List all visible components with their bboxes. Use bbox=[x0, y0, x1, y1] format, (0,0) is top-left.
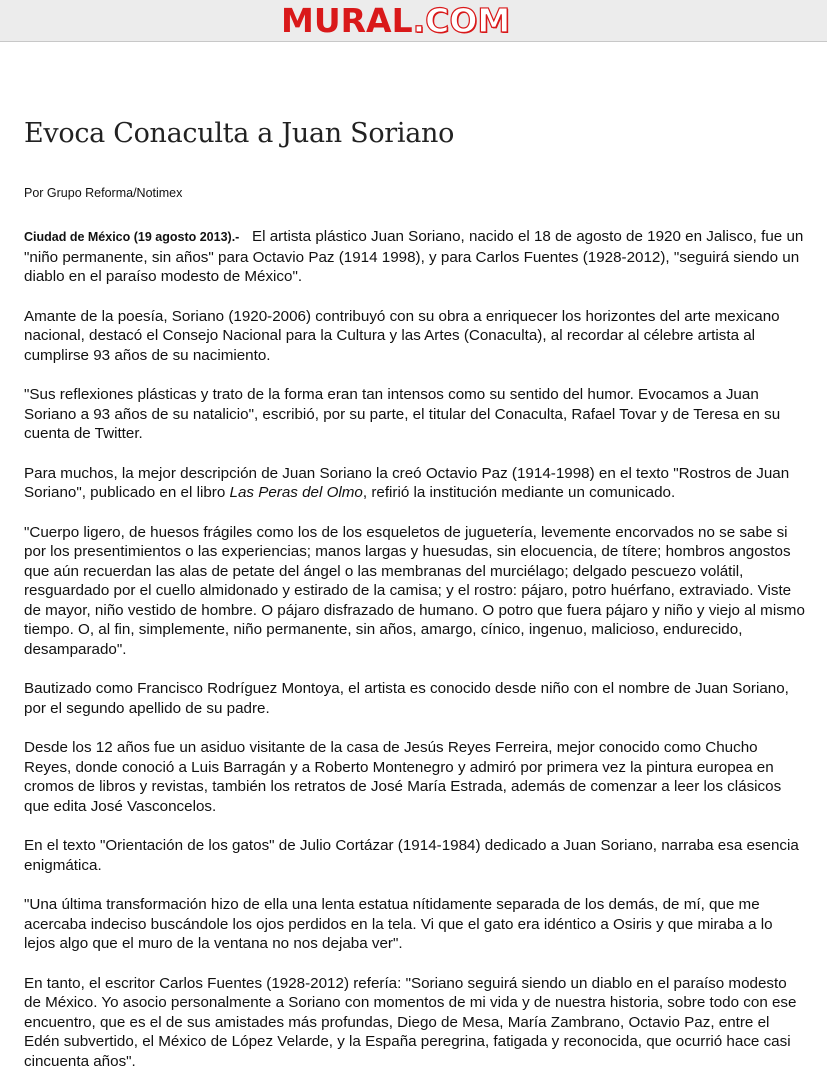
article-body bbox=[24, 227, 806, 1068]
article-paragraph-4 bbox=[24, 464, 806, 503]
article-paragraph-8: En el texto "Orientación de los gatos" de Julio Cortázar (1914-1984) dedicado a Juan Soriano, narraba esa esencia enigmática. bbox=[24, 837, 799, 874]
article-paragraph-3: "Sus reflexiones plásticas y trato de la forma eran tan intensos como su sentido del humor. Evocamos a Juan Soriano a 93 años de su natalicio", escribió, por su parte, el titular del Conaculta, Rafael Tovar y de Teresa en su cuenta de Twitter. bbox=[24, 386, 781, 442]
article-title: Evoca Conaculta a Juan Soriano bbox=[24, 118, 455, 149]
article-paragraph-5: "Cuerpo ligero, de huesos frágiles como los de los esqueletos de juguetería, levemente encorvados no se sabe si por los presentimientos o las experiencias; manos largas y huesudas, sin elocuencia, de títere; hombros angostos que aún recuerdan las alas de petate del ángel o las membranas del murciélago; delgado pescuezo volátil, resguardado por el cuello almidonado y estirado de la camisa; y el rostro: pájaro, potro huérfano, extraviado. Viste de mayor, niño vestido de hombre. O pájaro disfrazado de humano. O potro que fuera pájaro y niño y viejo al mismo tiempo. O, al fin, simplemente, niño permanente, sin años, amargo, cínico, ingenuo, malicioso, endurecido, desamparado". bbox=[24, 523, 805, 658]
article-paragraph-7: Desde los 12 años fue un asiduo visitante de la casa de Jesús Reyes Ferreira, mejor conocido como Chucho Reyes, donde conoció a Luis Barragán y a Roberto Montenegro y admiró por primera vez la pintura europea en cromos de libros y revistas, también los retratos de José María Estrada, además de comenzar a leer los clásicos que edita José Vasconcelos. bbox=[24, 739, 782, 815]
site-header bbox=[0, 0, 827, 42]
paragraph-text-before: Para muchos, la mejor descripción de Juan Soriano la creó Octavio Paz (1914-1998) en el texto "Rostros de Juan Soriano", publicado en el libro bbox=[24, 464, 790, 501]
paragraph-text: El artista plástico Juan Soriano, nacido el 18 de agosto de 1920 en Jalisco, fue un "niño permanente, sin años" para Octavio Paz (1914 1998), y para Carlos Fuentes (1928-2012), "seguirá siendo un diablo en el paraíso modesto de México". bbox=[24, 228, 804, 285]
article-paragraph-10: En tanto, el escritor Carlos Fuentes (1928-2012) refería: "Soriano seguirá siendo un diablo en el paraíso modesto de México. Yo asocio personalmente a Soriano con momentos de mi vida y de nuestra historia, sobre todo con ese encuentro, que es el de sus amistades más profundas, Diego de Mesa, María Zambrano, Octavio Paz, entre el Edén subvertido, el México de López Velarde, y la España peregrina, fatigada y reconocida, que ocurrió hace casi cincuenta años". bbox=[24, 974, 797, 1068]
article-paragraph-1 bbox=[24, 227, 806, 287]
article-paragraph-6: Bautizado como Francisco Rodríguez Montoya, el artista es conocido desde niño con el nombre de Juan Soriano, por el segundo apellido de su padre. bbox=[24, 680, 789, 717]
article-paragraph-9: "Una última transformación hizo de ella una lenta estatua nítidamente separada de los demás, de mí, que me acercaba indeciso buscándole los ojos perdidos en la tela. Vi que el gato era idéntico a Osiris y que miraba a lo lejos algo que el muro de la ventana no nos dejaba ver". bbox=[24, 896, 773, 952]
article-dateline: Ciudad de México (19 agosto 2013).- bbox=[24, 230, 240, 244]
book-title: Las Peras del Olmo bbox=[229, 484, 363, 501]
logo-tld-text: .COM bbox=[412, 1, 511, 40]
logo-brand-text: MURAL bbox=[281, 1, 413, 40]
paragraph-text-after: , refirió la institución mediante un comunicado. bbox=[362, 484, 676, 501]
article-paragraph-2: Amante de la poesía, Soriano (1920-2006) contribuyó con su obra a enriquecer los horizontes del arte mexicano nacional, destacó el Consejo Nacional para la Cultura y las Artes (Conaculta), al recordar al célebre artista al cumplirse 93 años de su nacimiento. bbox=[24, 307, 780, 364]
mural-logo-link[interactable] bbox=[281, 2, 510, 40]
article-byline: Por Grupo Reforma/Notimex bbox=[24, 186, 183, 200]
